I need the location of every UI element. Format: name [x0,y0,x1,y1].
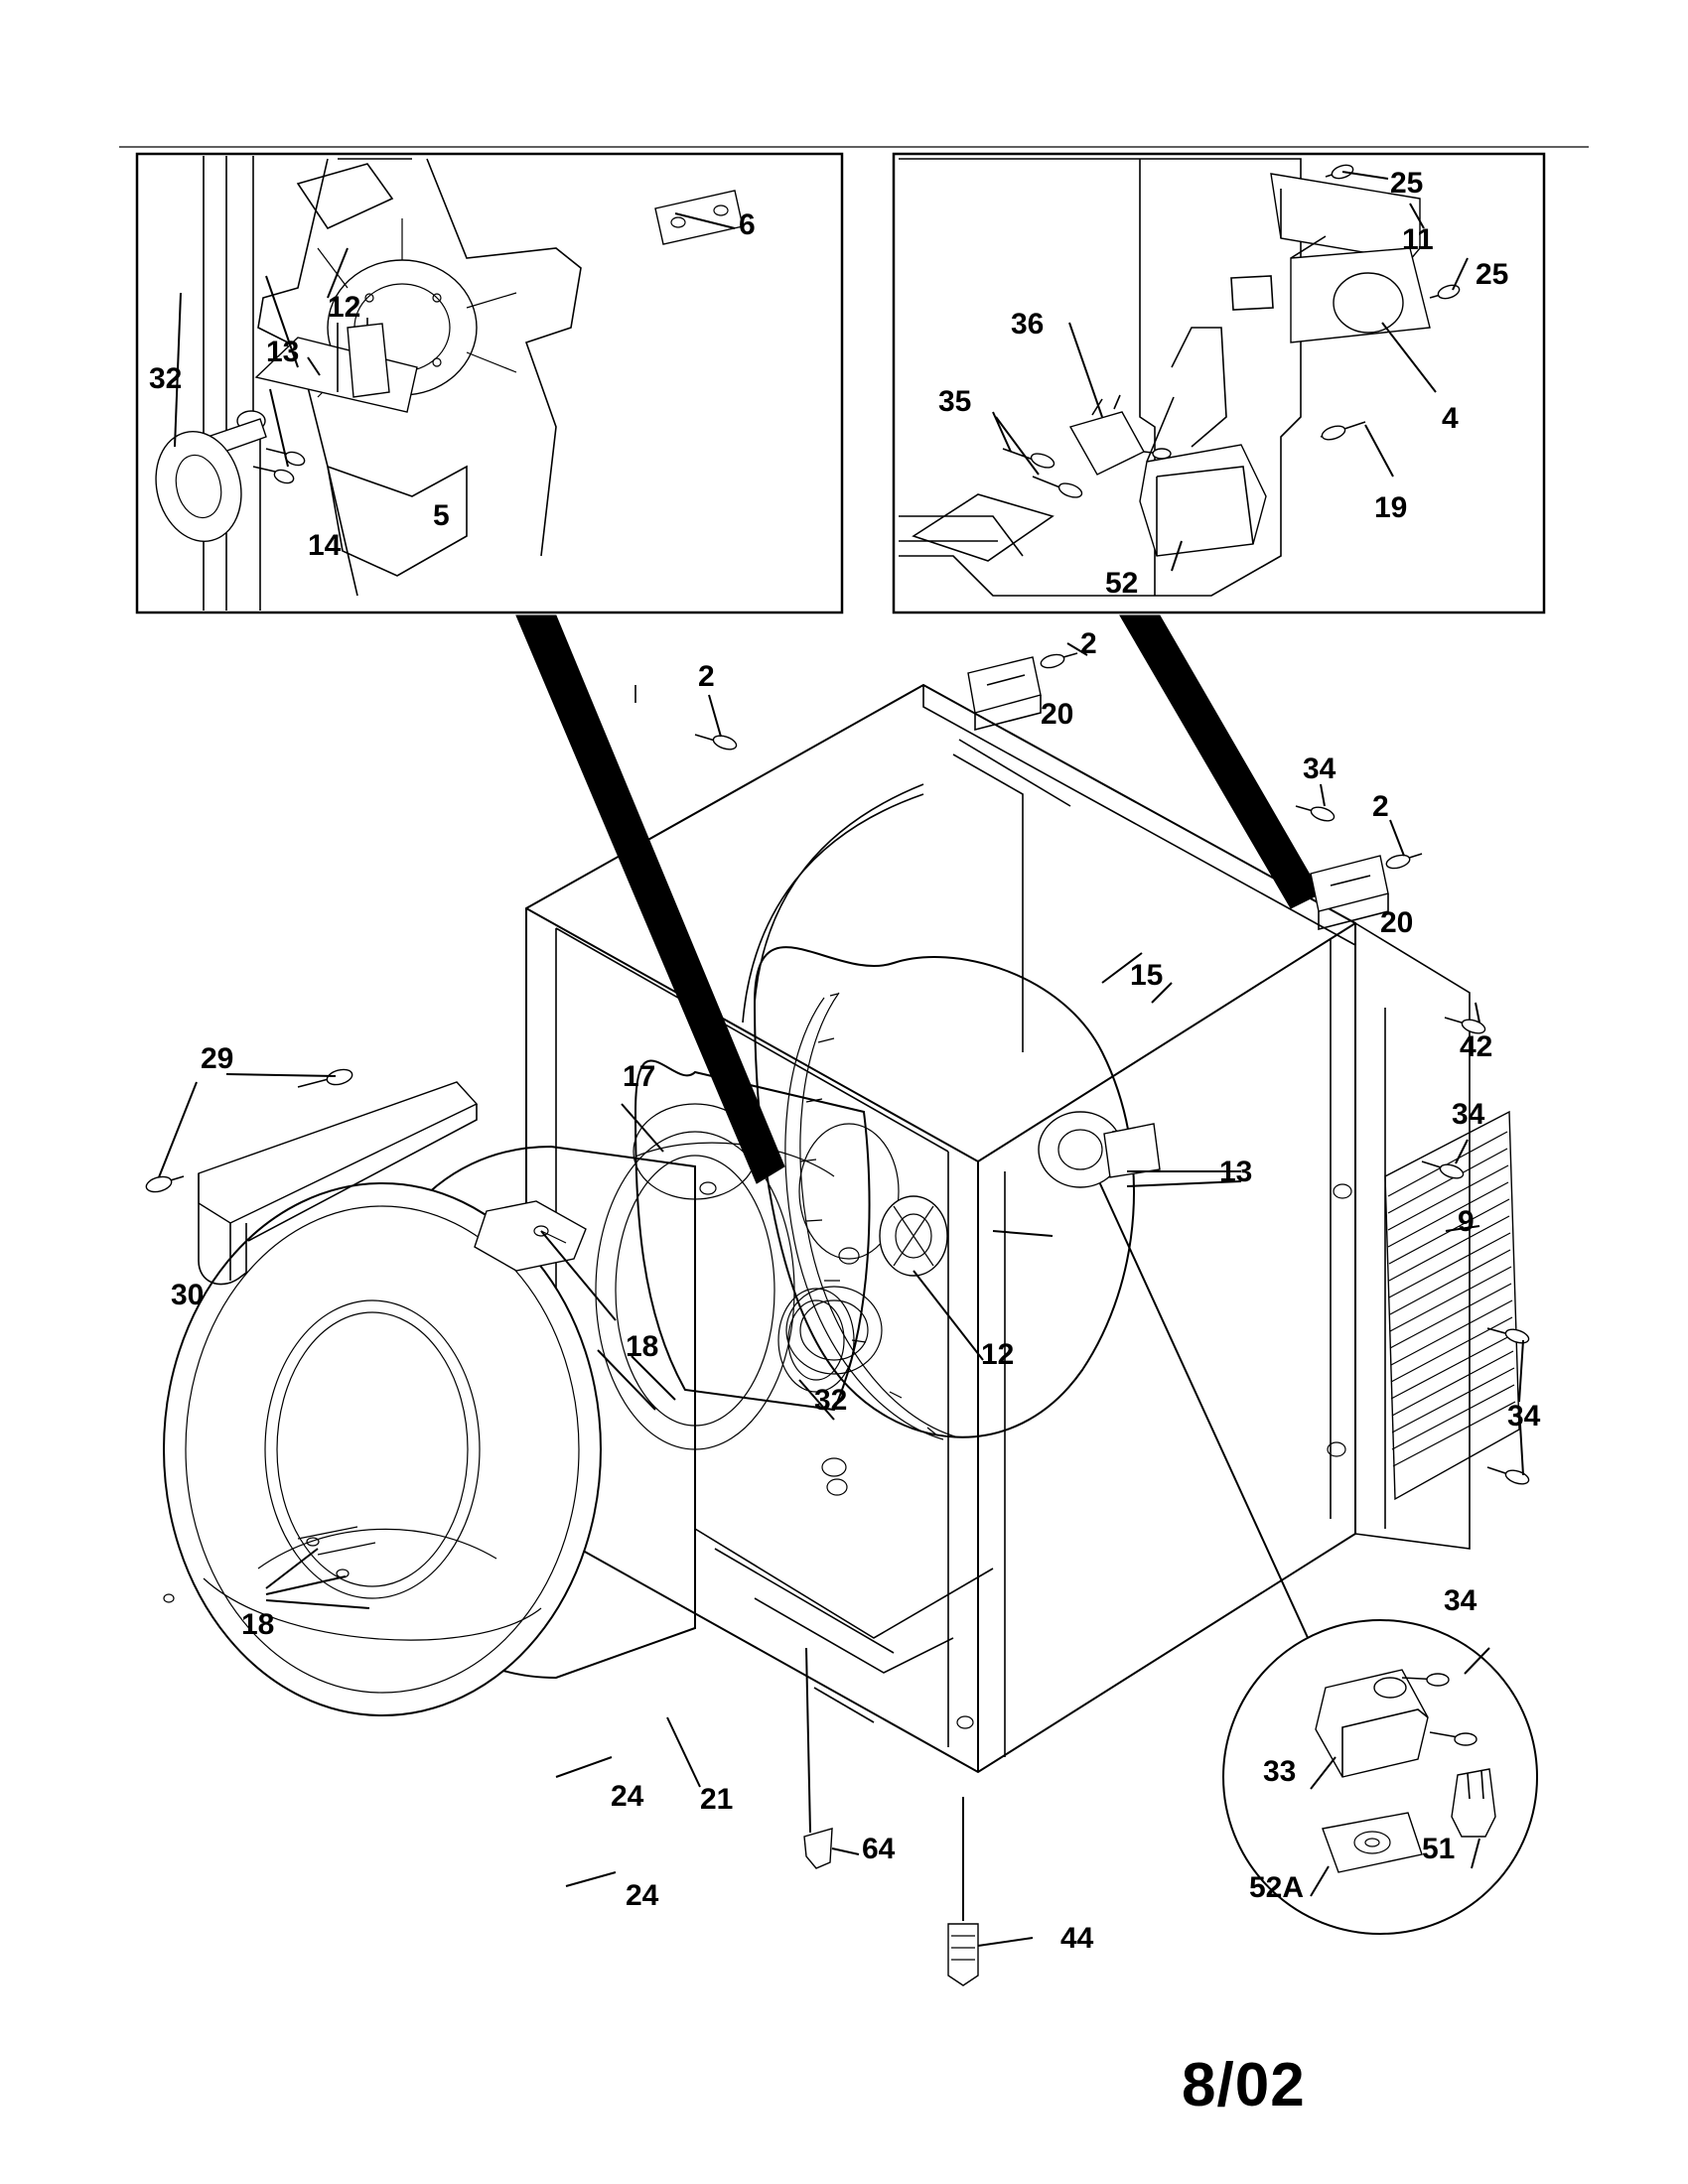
callout-25a: 25 [1390,167,1424,200]
callout-5: 5 [433,499,450,532]
callout-24b: 24 [626,1879,659,1912]
callout-9: 9 [1458,1205,1475,1238]
callout-18a: 18 [626,1330,659,1363]
clip-51 [1452,1769,1495,1837]
callout-52A: 52A [1249,1871,1305,1904]
screw-34a [1310,805,1336,824]
callout-36: 36 [1011,308,1045,341]
callout-20b: 20 [1380,906,1414,939]
callout-12b: 12 [981,1338,1015,1371]
callout-14: 14 [308,529,342,562]
callout-2a: 2 [1080,627,1097,660]
callout-4: 4 [1442,402,1459,435]
clip-64 [804,1829,832,1868]
screw-34-detail [1427,1674,1449,1686]
callout-33: 33 [1263,1755,1297,1788]
callout-30: 30 [171,1279,205,1311]
callout-19: 19 [1374,491,1408,524]
callout-34b: 34 [1452,1098,1485,1131]
callout-64: 64 [862,1833,896,1865]
rear-bracket [1104,1124,1160,1177]
callout-51: 51 [1422,1833,1456,1865]
callout-29: 29 [201,1042,234,1075]
callout-42: 42 [1460,1030,1493,1063]
drum-rear-shell [755,947,1134,1437]
callout-24a: 24 [611,1780,644,1813]
callout-15: 15 [1130,959,1164,992]
callout-35: 35 [938,385,972,418]
left-detail-panel [137,154,842,613]
callout-18b: 18 [241,1608,275,1641]
screw-2c [1385,853,1411,871]
callout-44: 44 [1060,1922,1094,1955]
callout-34c: 34 [1507,1400,1541,1433]
right-detail-pointer [1120,615,1321,908]
thermostat-pointer-line [1092,1166,1331,1688]
callout-32a: 32 [149,362,183,395]
screw-2a [1040,652,1065,670]
leveling-screw [948,1924,978,1985]
date-stamp: 8/02 [1182,2051,1306,2119]
callout-13b: 13 [1219,1156,1253,1188]
callout-34a: 34 [1303,752,1336,785]
callout-32b: 32 [814,1384,848,1417]
callout-2b: 2 [698,660,715,693]
callout-34d: 34 [1444,1584,1477,1617]
screw-34d [1504,1468,1531,1487]
right-detail-panel [894,154,1544,613]
screw-2b [712,734,739,752]
drum-rear-bulkhead [743,740,1160,1439]
callout-6: 6 [739,208,756,241]
callout-2c: 2 [1372,790,1389,823]
hinge-20b [1311,856,1388,911]
callout-21: 21 [700,1783,734,1816]
callout-12a: 12 [328,291,361,324]
hinge-20a [968,657,1041,713]
callout-25b: 25 [1476,258,1509,291]
screw-29a [326,1067,354,1087]
callout-52: 52 [1105,567,1139,600]
callout-11: 11 [1402,223,1434,256]
callout-17: 17 [623,1060,656,1093]
callout-13a: 13 [266,336,300,368]
callout-20a: 20 [1041,698,1074,731]
